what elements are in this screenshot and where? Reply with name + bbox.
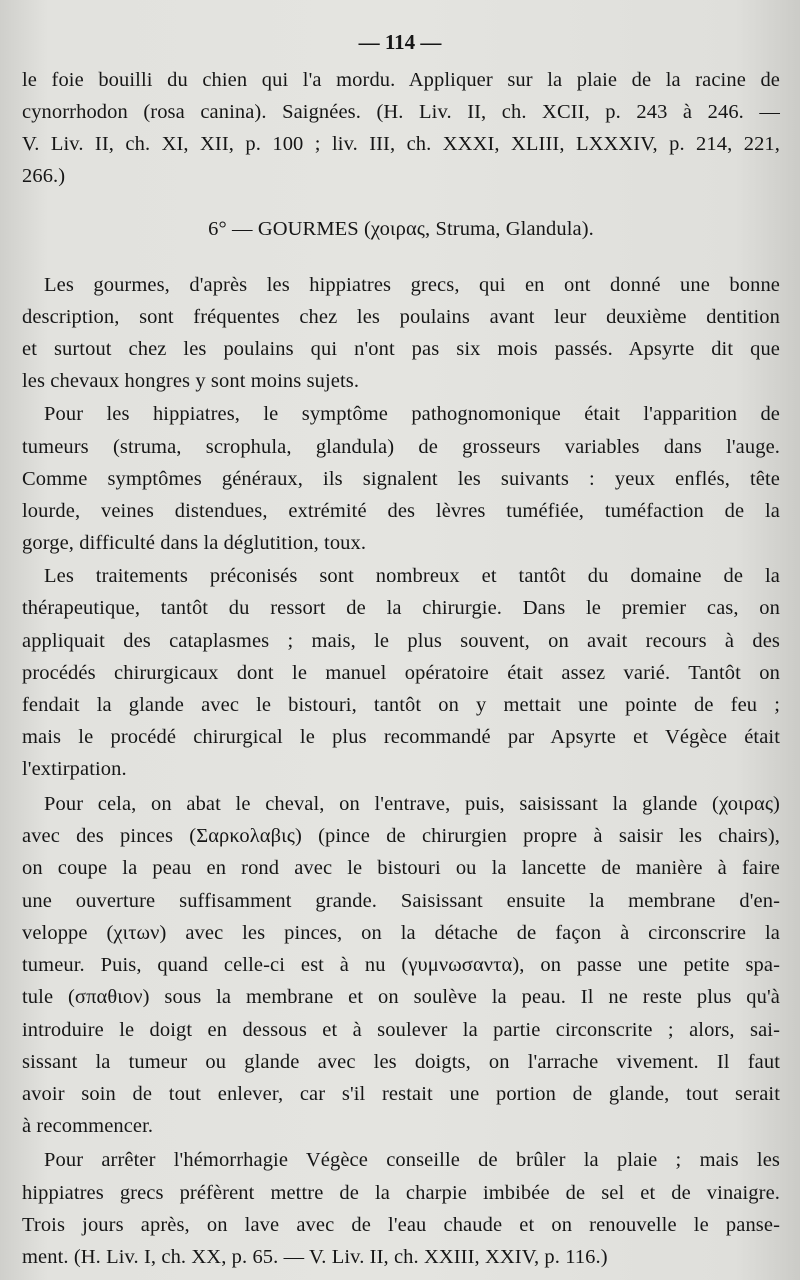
text-line: tumeurs (struma, scrophula, glandula) de grosseurs variables dans l'auge.	[22, 436, 780, 458]
text-line: Pour arrêter l'hémorrhagie Végèce conseille de brûler la plaie ; mais les	[44, 1149, 780, 1171]
text-line: et surtout chez les poulains qui n'ont pas six mois passés. Apsyrte dit que	[22, 338, 780, 360]
text-line: lourde, veines distendues, extrémité des lèvres tuméfiée, tuméfaction de la	[22, 500, 780, 522]
text-line: tule (σπαθιον) sous la membrane et on soulève la peau. Il ne reste plus qu'à	[22, 986, 780, 1008]
text-line: Les traitements préconisés sont nombreux et tantôt du domaine de la	[44, 565, 780, 587]
text-line: à recommencer.	[22, 1115, 154, 1137]
text-line: une ouverture suffisamment grande. Saisissant ensuite la membrane d'en-	[22, 890, 780, 912]
text-line: ment. (H. Liv. I, ch. XX, p. 65. — V. Liv. II, ch. XXIII, XXIV, p. 116.)	[22, 1246, 608, 1268]
text-line: Comme symptômes généraux, ils signalent les suivants : yeux enflés, tête	[22, 468, 780, 490]
text-line: V. Liv. II, ch. XI, XII, p. 100 ; liv. III, ch. XXXI, XLIII, LXXXIV, p. 214, 221,	[22, 133, 780, 155]
page-number: — 114 —	[358, 30, 442, 54]
text-line: veloppe (χιτων) avec les pinces, on la détache de façon à circonscrire la	[22, 922, 780, 944]
text-line: fendait la glande avec le bistouri, tantôt on y mettait une pointe de feu ;	[22, 694, 780, 716]
text-line: les chevaux hongres y sont moins sujets.	[22, 370, 360, 392]
text-line: tumeur. Puis, quand celle-ci est à nu (γυμνωσαντα), on passe une petite spa-	[22, 954, 780, 976]
text-line: gorge, difficulté dans la déglutition, toux.	[22, 532, 367, 554]
text-line: sissant la tumeur ou glande avec les doigts, on l'arrache vivement. Il faut	[22, 1051, 780, 1073]
text-line: le foie bouilli du chien qui l'a mordu. Appliquer sur la plaie de la racine de	[22, 69, 780, 91]
text-line: l'extirpation.	[22, 758, 127, 780]
section-heading: 6° — GOURMES (χοιρας, Struma, Glandula).	[208, 218, 594, 240]
text-line: mais le procédé chirurgical le plus recommandé par Apsyrte et Végèce était	[22, 726, 780, 748]
text-line: hippiatres grecs préfèrent mettre de la charpie imbibée de sel et de vinaigre.	[22, 1182, 780, 1204]
text-line: description, sont fréquentes chez les poulains avant leur deuxième dentition	[22, 306, 780, 328]
text-line: cynorrhodon (rosa canina). Saignées. (H. Liv. II, ch. XCII, p. 243 à 246. —	[22, 101, 780, 123]
text-line: on coupe la peau en rond avec le bistouri ou la lancette de manière à faire	[22, 857, 780, 879]
text-line: avec des pinces (Σαρκολαβις) (pince de chirurgien propre à saisir les chairs),	[22, 825, 780, 847]
text-line: Les gourmes, d'après les hippiatres grecs, qui en ont donné une bonne	[44, 274, 780, 296]
text-line: Trois jours après, on lave avec de l'eau chaude et on renouvelle le panse-	[22, 1214, 780, 1236]
text-line: procédés chirurgicaux dont le manuel opératoire était assez varié. Tantôt on	[22, 662, 780, 684]
text-line: 266.)	[22, 165, 66, 187]
text-line: Pour cela, on abat le cheval, on l'entrave, puis, saisissant la glande (χοιρας)	[44, 793, 780, 815]
text-line: thérapeutique, tantôt du ressort de la chirurgie. Dans le premier cas, on	[22, 597, 780, 619]
text-line: appliquait des cataplasmes ; mais, le plus souvent, on avait recours à des	[22, 630, 780, 652]
text-line: introduire le doigt en dessous et à soulever la partie circonscrite ; alors, sai-	[22, 1019, 780, 1041]
text-line: Pour les hippiatres, le symptôme pathognomonique était l'apparition de	[44, 403, 780, 425]
text-line: avoir soin de tout enlever, car s'il restait une portion de glande, tout serait	[22, 1083, 780, 1105]
